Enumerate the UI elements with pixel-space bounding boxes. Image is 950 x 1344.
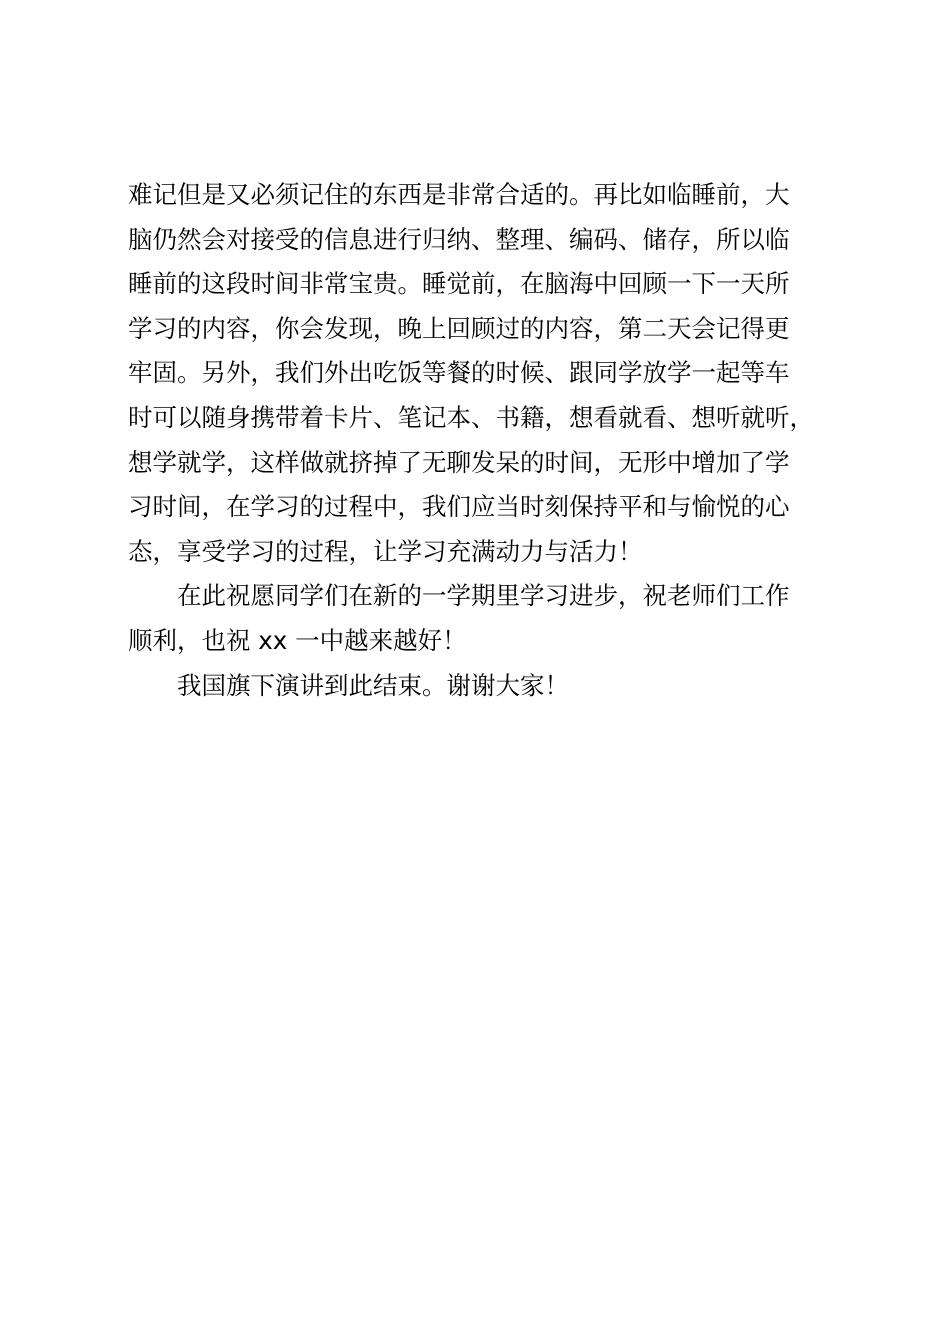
text-line: 想学就学，这样做就挤掉了无聊发呆的时间，无形中增加了学 [128,447,790,477]
text-line: 睡前的这段时间非常宝贵。睡觉前，在脑海中回顾一下一天所 [128,269,790,299]
text-line: 学习的内容，你会发现，晚上回顾过的内容，第二天会记得更 [128,313,790,343]
text-line: 牢固。另外，我们外出吃饭等餐的时候、跟同学放学一起等车 [128,358,790,388]
text-line: 习时间，在学习的过程中，我们应当时刻保持平和与愉悦的心 [128,492,790,522]
text-line: 时可以随身携带着卡片、笔记本、书籍，想看就看、想听就听， [128,402,814,432]
text-line-paragraph-start: 在此祝愿同学们在新的一学期里学习进步，祝老师们工作 [177,581,790,611]
text-line: 顺利，也祝 xx 一中越来越好！ [128,625,467,655]
text-line: 态，享受学习的过程，让学习充满动力与活力！ [128,536,643,566]
text-line: 难记但是又必须记住的东西是非常合适的。再比如临睡前，大 [128,180,790,209]
speech-text [128,173,868,708]
text-line: 脑仍然会对接受的信息进行归纳、整理、编码、储存，所以临 [128,224,790,254]
text-line-paragraph-start: 我国旗下演讲到此结束。谢谢大家！ [177,670,569,700]
